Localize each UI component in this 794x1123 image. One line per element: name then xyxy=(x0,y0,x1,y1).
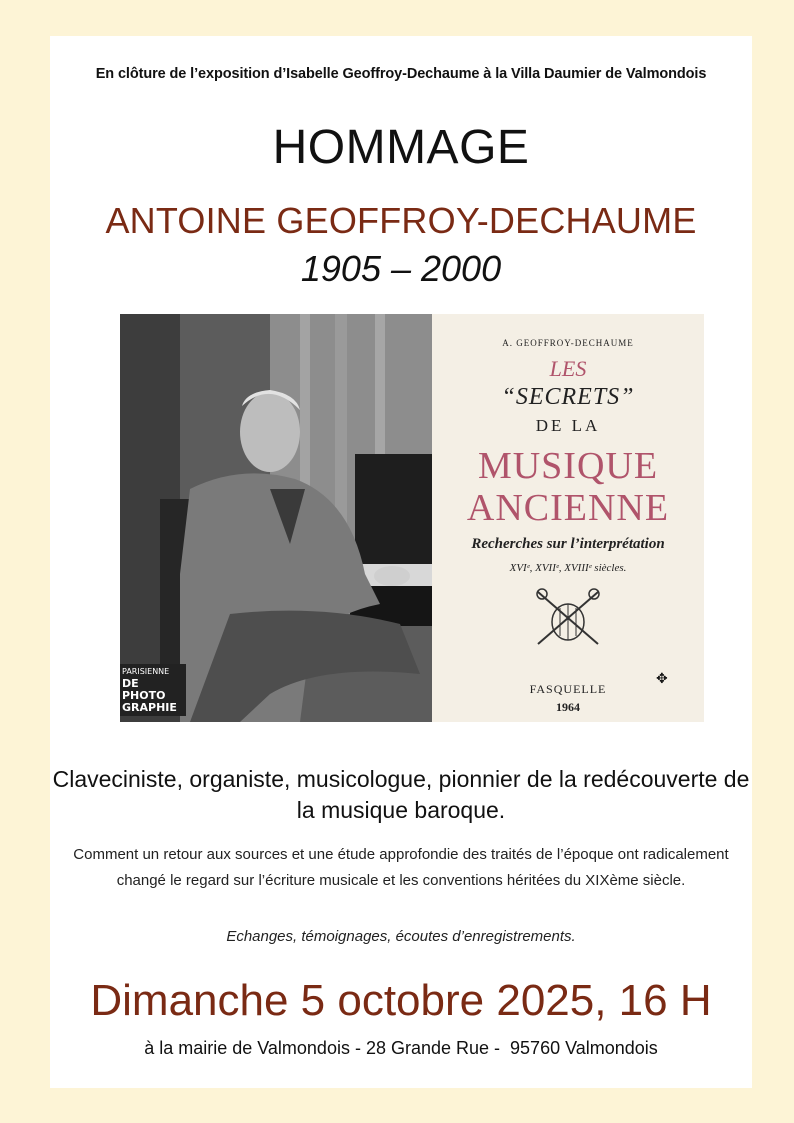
description: Claveciniste, organiste, musicologue, pionnier de la redécouverte de la musique baroque. xyxy=(52,766,750,823)
portrait-illustration xyxy=(120,314,432,722)
poster-sheet xyxy=(50,36,752,1088)
book-cover xyxy=(432,314,704,722)
book-publisher: FASQUELLE xyxy=(529,682,607,696)
cursor-mark-icon: ✥ xyxy=(656,670,668,686)
watermark-line-3: GRAPHIE xyxy=(122,701,177,714)
watermark-line-2: DE PHOTO xyxy=(122,677,166,702)
book-title-ancienne: ANCIENNE xyxy=(466,487,670,529)
book-subtitle: Recherches sur l’interprétation xyxy=(471,536,665,552)
instruments-emblem-icon xyxy=(528,586,608,650)
activities-line: Echanges, témoignages, écoutes d’enregistrements. xyxy=(226,928,576,945)
watermark-line-1: PARISIENNE xyxy=(122,667,170,676)
book-year: 1964 xyxy=(556,700,580,714)
book-centuries: XVIᵉ, XVIIᵉ, XVIIIᵉ siècles. xyxy=(509,562,627,574)
honoree-years: 1905 – 2000 xyxy=(300,248,502,289)
honoree-name: ANTOINE GEOFFROY-DECHAUME xyxy=(105,200,697,241)
book-author: A. GEOFFROY-DECHAUME xyxy=(502,338,634,348)
photo-watermark xyxy=(120,664,186,716)
book-title-les: LES xyxy=(549,356,587,381)
book-title-secrets: “SECRETS” xyxy=(501,384,635,410)
book-title-de-la: DE LA xyxy=(535,416,601,435)
event-address: à la mairie de Valmondois - 28 Grande Rue - 95760 Valmondois xyxy=(144,1038,658,1058)
detail-paragraph: Comment un retour aux sources et une étude approfondie des traités de l’époque ont radicalement changé le regard sur l’écriture musicale et les conventions héritées du XIXème siècle. xyxy=(73,846,729,889)
event-date: Dimanche 5 octobre 2025, 16 H xyxy=(90,976,712,1025)
book-title-musique: MUSIQUE xyxy=(477,445,659,487)
intro-line: En clôture de l’exposition d’Isabelle Geoffroy-Dechaume à la Villa Daumier de Valmondois xyxy=(95,66,707,82)
poster-title: HOMMAGE xyxy=(272,121,530,174)
portrait-photo xyxy=(120,314,432,722)
